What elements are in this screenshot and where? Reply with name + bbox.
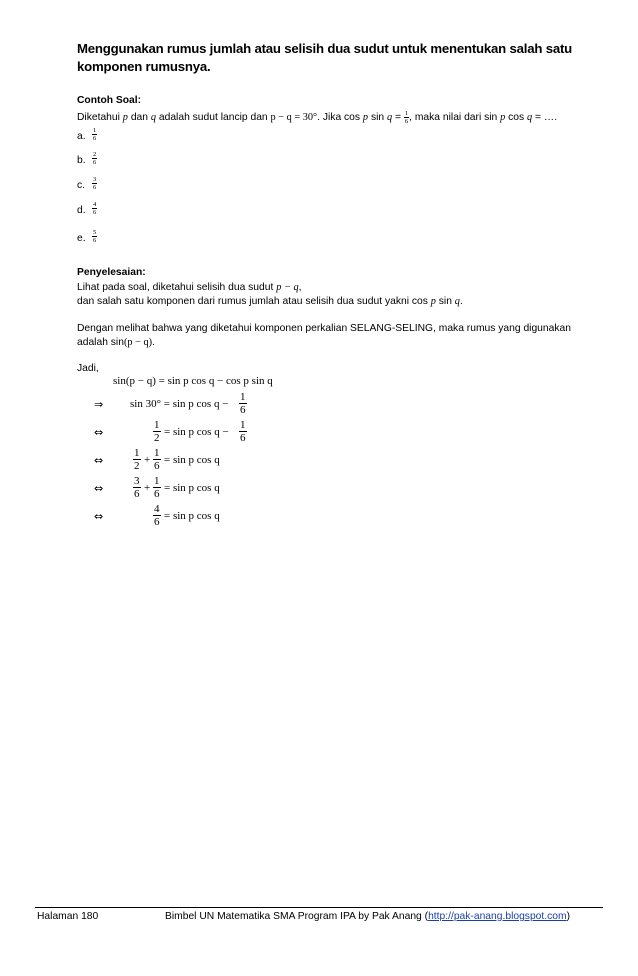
- option-c-value[interactable]: $\frac{3}{6}$: [93, 176, 97, 192]
- solution-var-q: q: [454, 296, 460, 307]
- option-d-value[interactable]: $\frac{4}{6}$: [93, 201, 97, 217]
- solution-text: Lihat pada soal, diketahui selisih dua sudut: [77, 282, 277, 293]
- equation-3-plus: +: [144, 454, 151, 466]
- option-label: c.: [77, 180, 86, 191]
- iff-arrow: ⇔: [94, 510, 104, 523]
- question-text-part: . Jika cos: [317, 112, 363, 124]
- solution-text: sin: [435, 296, 455, 307]
- option-label: a.: [77, 131, 86, 142]
- iff-arrow: ⇔: [94, 454, 104, 467]
- option-label: e.: [77, 233, 86, 244]
- implies-arrow: ⇒: [94, 398, 104, 411]
- solution-text: dan salah satu komponen dari rumus jumlah atau selisih dua sudut yakni cos: [77, 296, 431, 307]
- solution-line-4: [77, 336, 155, 350]
- question-equation: p − q = 30°: [270, 112, 318, 124]
- option-label: d.: [77, 205, 86, 216]
- question-var-p: p: [362, 112, 369, 124]
- footer-divider: [35, 907, 603, 908]
- question-text-part: dan: [127, 112, 151, 124]
- option-a-value[interactable]: $\frac{1}{6}$: [93, 127, 97, 143]
- iff-arrow: ⇔: [94, 426, 104, 439]
- equation-1-left: sin 30° = sin p cos q −: [130, 398, 229, 410]
- solution-var-p: p: [430, 296, 436, 307]
- question-var-p: p: [500, 112, 506, 124]
- solution-math: p − q: [276, 282, 299, 293]
- footer-credit-close: ): [566, 911, 571, 922]
- jadi-text: Jadi,: [77, 363, 99, 374]
- equation-3-fraction-b: $\frac{1}{6}$: [154, 447, 160, 472]
- equation-2-fraction-left: $\frac{1}{2}$: [154, 419, 160, 444]
- equation-3-fraction-a: $\frac{1}{2}$: [134, 447, 140, 472]
- footer-link[interactable]: http://pak-anang.blogspot.com: [428, 911, 567, 922]
- option-label: b.: [77, 155, 86, 166]
- equation-4-rhs: = sin p cos q: [164, 482, 220, 494]
- equation-0: sin(p − q) = sin p cos q − cos p sin q: [113, 375, 273, 387]
- question-text-part: , maka nilai dari sin: [409, 112, 501, 124]
- equation-4-fraction-b: $\frac{1}{6}$: [154, 475, 160, 500]
- question-text-part: cos: [505, 112, 528, 124]
- footer-page-number: Halaman 180: [37, 911, 99, 922]
- solution-line-1: [77, 281, 302, 295]
- equation-3-rhs: = sin p cos q: [164, 454, 220, 466]
- question-text-part: Diketahui: [77, 112, 123, 124]
- equation-5-fraction: $\frac{4}{6}$: [154, 503, 160, 528]
- question-text-part: adalah sudut lancip dan: [156, 112, 271, 124]
- solution-text: .: [459, 296, 463, 307]
- option-e-value[interactable]: $\frac{5}{6}$: [93, 229, 97, 245]
- solution-line-3: Dengan melihat bahwa yang diketahui komponen perkalian SELANG-SELING, maka rumus yang digunakan: [77, 323, 571, 334]
- iff-arrow: ⇔: [94, 482, 104, 495]
- question-text: [77, 110, 557, 125]
- solution-heading: Penyelesaian:: [77, 267, 146, 278]
- equation-1-fraction: $\frac{1}{6}$: [240, 391, 246, 416]
- option-b-value[interactable]: $\frac{2}{6}$: [93, 151, 97, 167]
- equation-5-rhs: = sin p cos q: [164, 510, 220, 522]
- solution-line-2: [77, 295, 463, 309]
- page-title: Menggunakan rumus jumlah atau selisih dua sudut untuk menentukan salah satu komponen rumusnya.: [77, 41, 573, 74]
- question-var-q: q: [150, 112, 157, 124]
- question-var-q: q: [386, 112, 393, 124]
- question-var-p: p: [122, 112, 128, 124]
- question-fraction: $\frac{1}{6}$: [404, 110, 409, 125]
- solution-text: ,: [298, 282, 302, 293]
- equation-4-plus: +: [144, 482, 151, 494]
- footer-credit: [165, 911, 570, 922]
- footer-credit-text: Bimbel UN Matematika SMA Program IPA by Pak Anang (: [165, 911, 429, 922]
- question-text-part: = ….: [532, 112, 558, 124]
- equation-2-fraction-right: $\frac{1}{6}$: [240, 419, 246, 444]
- question-text-part: sin: [368, 112, 387, 124]
- equation-4-fraction-a: $\frac{3}{6}$: [134, 475, 140, 500]
- example-heading: Contoh Soal:: [77, 95, 142, 106]
- equation-2-mid: = sin p cos q −: [164, 426, 229, 438]
- solution-text: .: [152, 337, 155, 348]
- solution-math: (p − q): [123, 337, 153, 348]
- solution-text: adalah sin: [77, 337, 124, 348]
- question-var-q: q: [527, 112, 533, 124]
- question-text-part: =: [392, 112, 404, 124]
